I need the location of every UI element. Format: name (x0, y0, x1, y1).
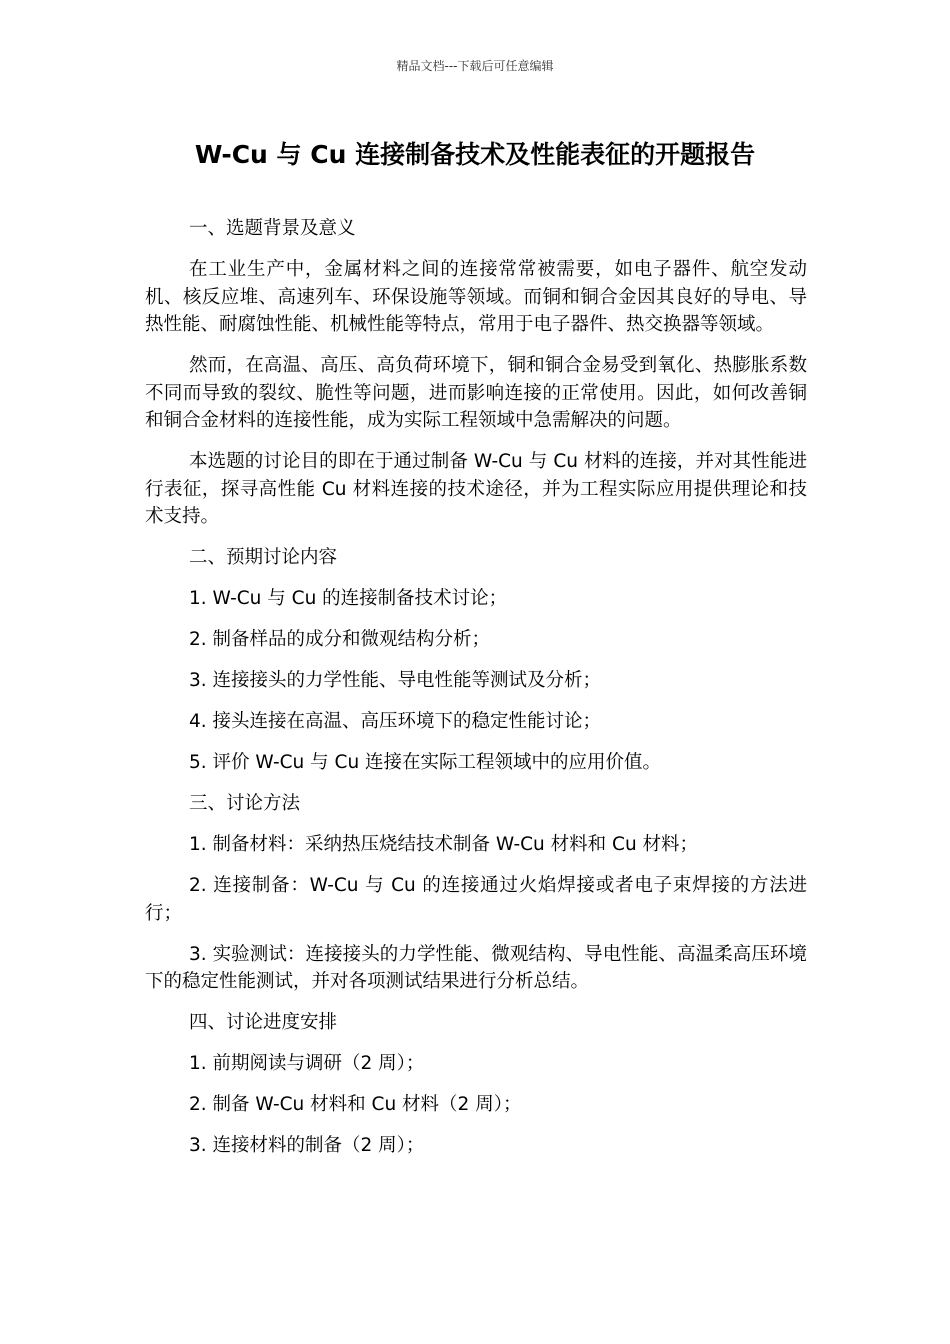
document-title: W-Cu 与 Cu 连接制备技术及性能表征的开题报告 (194, 140, 756, 169)
paragraph: 然而，在高温、高压、高负荷环境下，铜和铜合金易受到氧化、热膨胀系数不同而导致的裂纹、脆性等问题，进而影响连接的正常使用。因此，如何改善铜和铜合金材料的连接性能，成为实际工程领域中急需解决的问题。 (145, 355, 807, 431)
list-item: 2. 制备 W-Cu 材料和 Cu 材料（2 周）； (189, 1094, 522, 1115)
section-heading: 四、讨论进度安排 (189, 1012, 338, 1033)
list-item: 3. 实验测试：连接接头的力学性能、微观结构、导电性能、高温柔高压环境下的稳定性能测试，并对各项测试结果进行分析总结。 (145, 943, 807, 992)
document-body (145, 215, 807, 1173)
header-note: 精品文档---下载后可任意编辑 (396, 59, 554, 73)
list-item: 1. 制备材料：采纳热压烧结技术制备 W-Cu 材料和 Cu 材料； (189, 834, 699, 855)
list-item: 1. 前期阅读与调研（2 周）； (189, 1053, 425, 1074)
section-heading: 二、预期讨论内容 (189, 547, 338, 568)
list-item: 2. 连接制备：W-Cu 与 Cu 的连接通过火焰焊接或者电子束焊接的方法进行； (145, 875, 807, 924)
paragraph: 本选题的讨论目的即在于通过制备 W-Cu 与 Cu 材料的连接，并对其性能进行表征，探寻高性能 Cu 材料连接的技术途径，并为工程实际应用提供理论和技术支持。 (145, 451, 807, 527)
list-item: 1. W-Cu 与 Cu 的连接制备技术讨论； (189, 588, 508, 609)
list-item: 3. 连接接头的力学性能、导电性能等测试及分析； (189, 670, 602, 691)
list-item: 5. 评价 W-Cu 与 Cu 连接在实际工程领域中的应用价值。 (189, 752, 662, 773)
section-heading: 三、讨论方法 (189, 793, 301, 814)
list-item: 2. 制备样品的成分和微观结构分析； (189, 629, 491, 650)
section-heading: 一、选题背景及意义 (189, 218, 356, 239)
list-item: 3. 连接材料的制备（2 周）； (189, 1135, 425, 1156)
paragraph: 在工业生产中，金属材料之间的连接常常被需要，如电子器件、航空发动机、核反应堆、高速列车、环保设施等领域。而铜和铜合金因其良好的导电、导热性能、耐腐蚀性能、机械性能等特点，常用于电子器件、热交换器等领域。 (145, 259, 807, 335)
list-item: 4. 接头连接在高温、高压环境下的稳定性能讨论； (189, 711, 602, 732)
